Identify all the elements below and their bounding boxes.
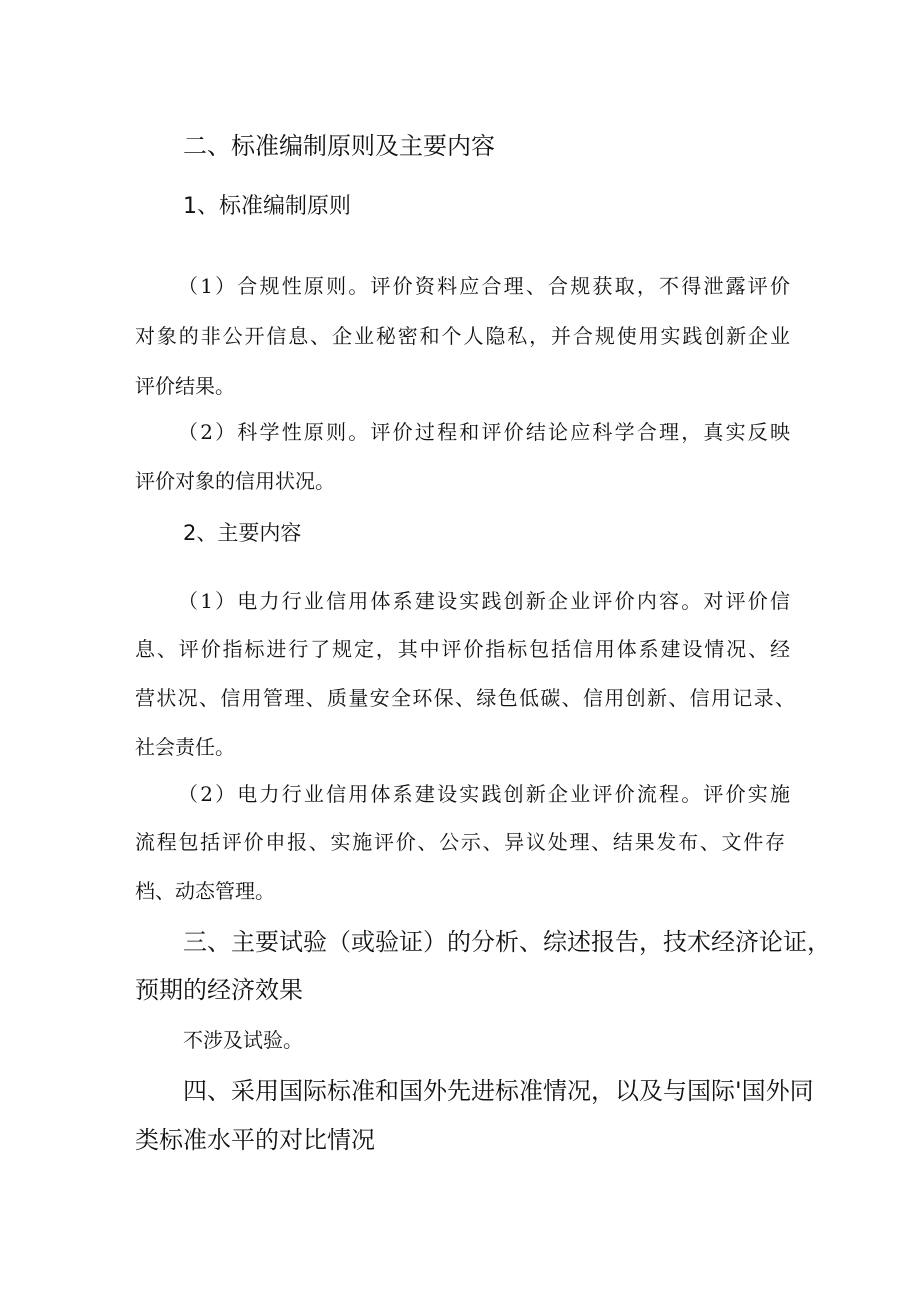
paragraph-line: 档、动态管理。 [135,879,275,903]
paragraph-line: 对象的非公开信息、企业秘密和个人隐私，并合规使用实践创新企业 [135,324,790,348]
section-4-heading-line-2: 类标准水平的对比情况 [135,1126,375,1154]
section-3-body: 不涉及试验。 [183,1028,303,1052]
section-2-heading: 二、标准编制原则及主要内容 [183,132,495,160]
paragraph-line: （1）电力行业信用体系建设实践创新企业评价内容。对评价信 [178,589,790,613]
paragraph-line: 评价结果。 [135,374,235,398]
subsection-2-title: 2、主要内容 [183,521,302,545]
paragraph-line: （1）合规性原则。评价资料应合理、合规获取，不得泄露评价 [178,274,790,298]
paragraph-line: 评价对象的信用状况。 [135,469,335,493]
section-3-heading-line-1: 三、主要试验（或验证）的分析、综述报告，技术经济论证， [183,928,831,956]
paragraph-line: 息、评价指标进行了规定，其中评价指标包括信用体系建设情况、经 [135,637,790,661]
paragraph-line: 营状况、信用管理、质量安全环保、绿色低碳、信用创新、信用记录、 [135,686,795,710]
subsection-1-title: 1、标准编制原则 [183,194,351,219]
paragraph-line: （2）科学性原则。评价过程和评价结论应科学合理，真实反映 [178,420,790,444]
paragraph-line: 社会责任。 [135,735,235,759]
paragraph-line: 流程包括评价申报、实施评价、公示、异议处理、结果发布、文件存 [135,830,785,854]
section-3-heading-line-2: 预期的经济效果 [135,976,303,1004]
paragraph-line: （2）电力行业信用体系建设实践创新企业评价流程。评价实施 [178,782,790,806]
section-4-heading-line-1: 四、采用国际标准和国外先进标准情况，以及与国际'国外同 [183,1077,814,1105]
